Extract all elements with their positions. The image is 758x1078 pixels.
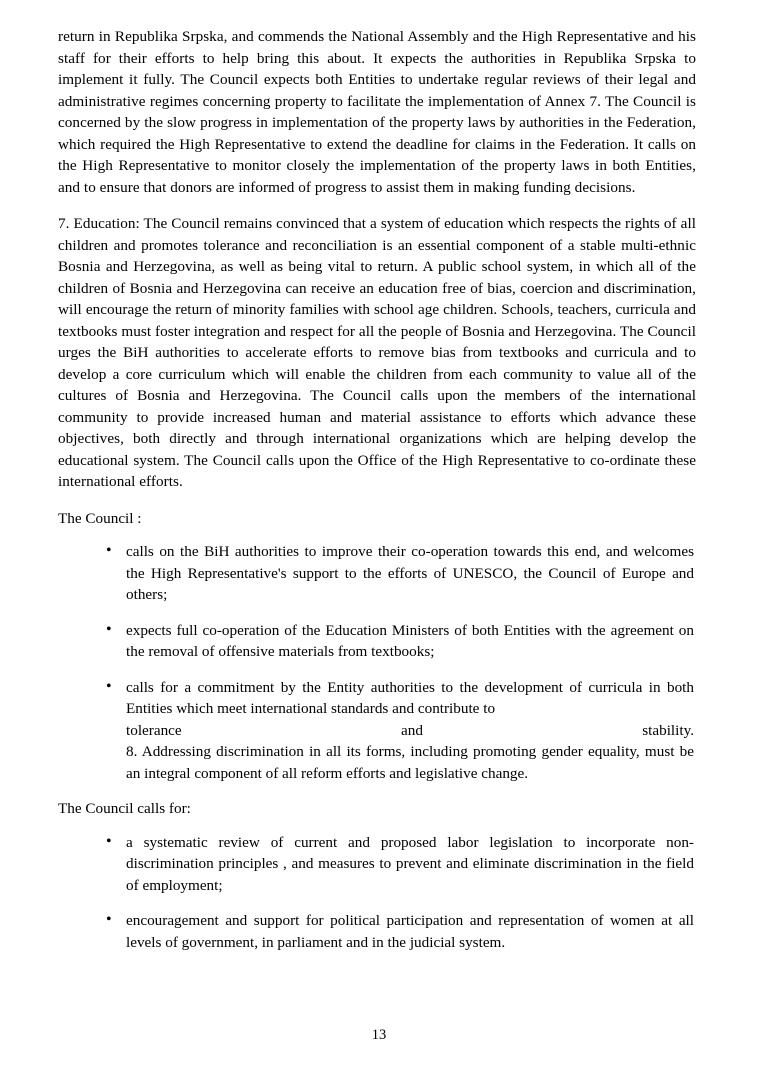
list-item: • calls on the BiH authorities to improve their co-operation towards this end, and welcomes the High Representative's support to the efforts of UNESCO, the Council of Europe and others; — [104, 541, 696, 606]
list-item-split-part-one: • calls for a commitment by the Entity authorities to the development of curricula in both Entities which meet international standards and contribute to — [126, 678, 694, 717]
page-number: 13 — [371, 1027, 387, 1043]
paragraph-education: 7. Education: The Council remains convinced that a system of education which respects the rights of all children and promotes tolerance and reconciliation is an essential component of a stable multi-ethnic Bosnia and Herzegovina, as well as being vital to return. A public school system, in which all of the children of Bosnia and Herzegovina can receive an education free of bias, coercion and discrimination, will encourage the return of minority families with school age children. Schools, teachers, curricula and textbooks must foster integration and respect for all the people of Bosnia and Herzegovina. The Council urges the BiH authorities to accelerate efforts to remove bias from textbooks and curricula and to develop a core curriculum which will enable the children from each community to value all of the cultures of Bosnia and Herzegovina. The Council calls upon the members of the international community to provide increased human and material assistance to efforts which advance these objectives, both directly and through international organizations which are helping develop the educational system. The Council calls upon the Office of the High Representative to co-ordinate these international efforts. — [58, 215, 696, 490]
list-item-split-part-two: 8. Addressing discrimination in all its forms, including promoting gender equality, must be an integral component of all reform efforts and legislative change. — [126, 743, 694, 782]
list-item: • expects full co-operation of the Education Ministers of both Entities with the agreement on the removal of offensive materials from textbooks; — [104, 620, 696, 663]
list-item: • encouragement and support for political participation and representation of women at all levels of government, in parliament and in the judicial system. — [104, 910, 696, 953]
bullet-list-council — [58, 541, 696, 784]
lead-in-the-council: The Council : — [58, 509, 142, 527]
word-stability: stability. — [642, 721, 694, 739]
list-item-split — [104, 677, 696, 785]
list-item-split-spaced-line — [126, 720, 694, 742]
word-and: and — [400, 721, 423, 739]
lead-in-the-council-calls-for: The Council calls for: — [58, 800, 191, 817]
list-item: • a systematic review of current and proposed labor legislation to incorporate non-discrimination principles , and measures to prevent and eliminate discrimination in the field of employment; — [104, 832, 696, 897]
paragraph-continuation: return in Republika Srpska, and commends the National Assembly and the High Representative and his staff for their efforts to help bring this about. It expects the authorities in Republika Srpska to implement it fully. The Council expects both Entities to undertake regular reviews of their legal and administrative regimes concerning property to facilitate the implementation of Annex 7. The Council is concerned by the slow progress in implementation of the property laws by authorities in the Federation, which required the High Representative to extend the deadline for claims in the Federation. It calls on the High Representative to monitor closely the implementation of the property laws in both Entities, and to ensure that donors are informed of progress to assist them in making funding decisions. — [58, 28, 696, 196]
bullet-list-calls-for — [58, 832, 696, 954]
word-tolerance: tolerance — [126, 721, 182, 739]
